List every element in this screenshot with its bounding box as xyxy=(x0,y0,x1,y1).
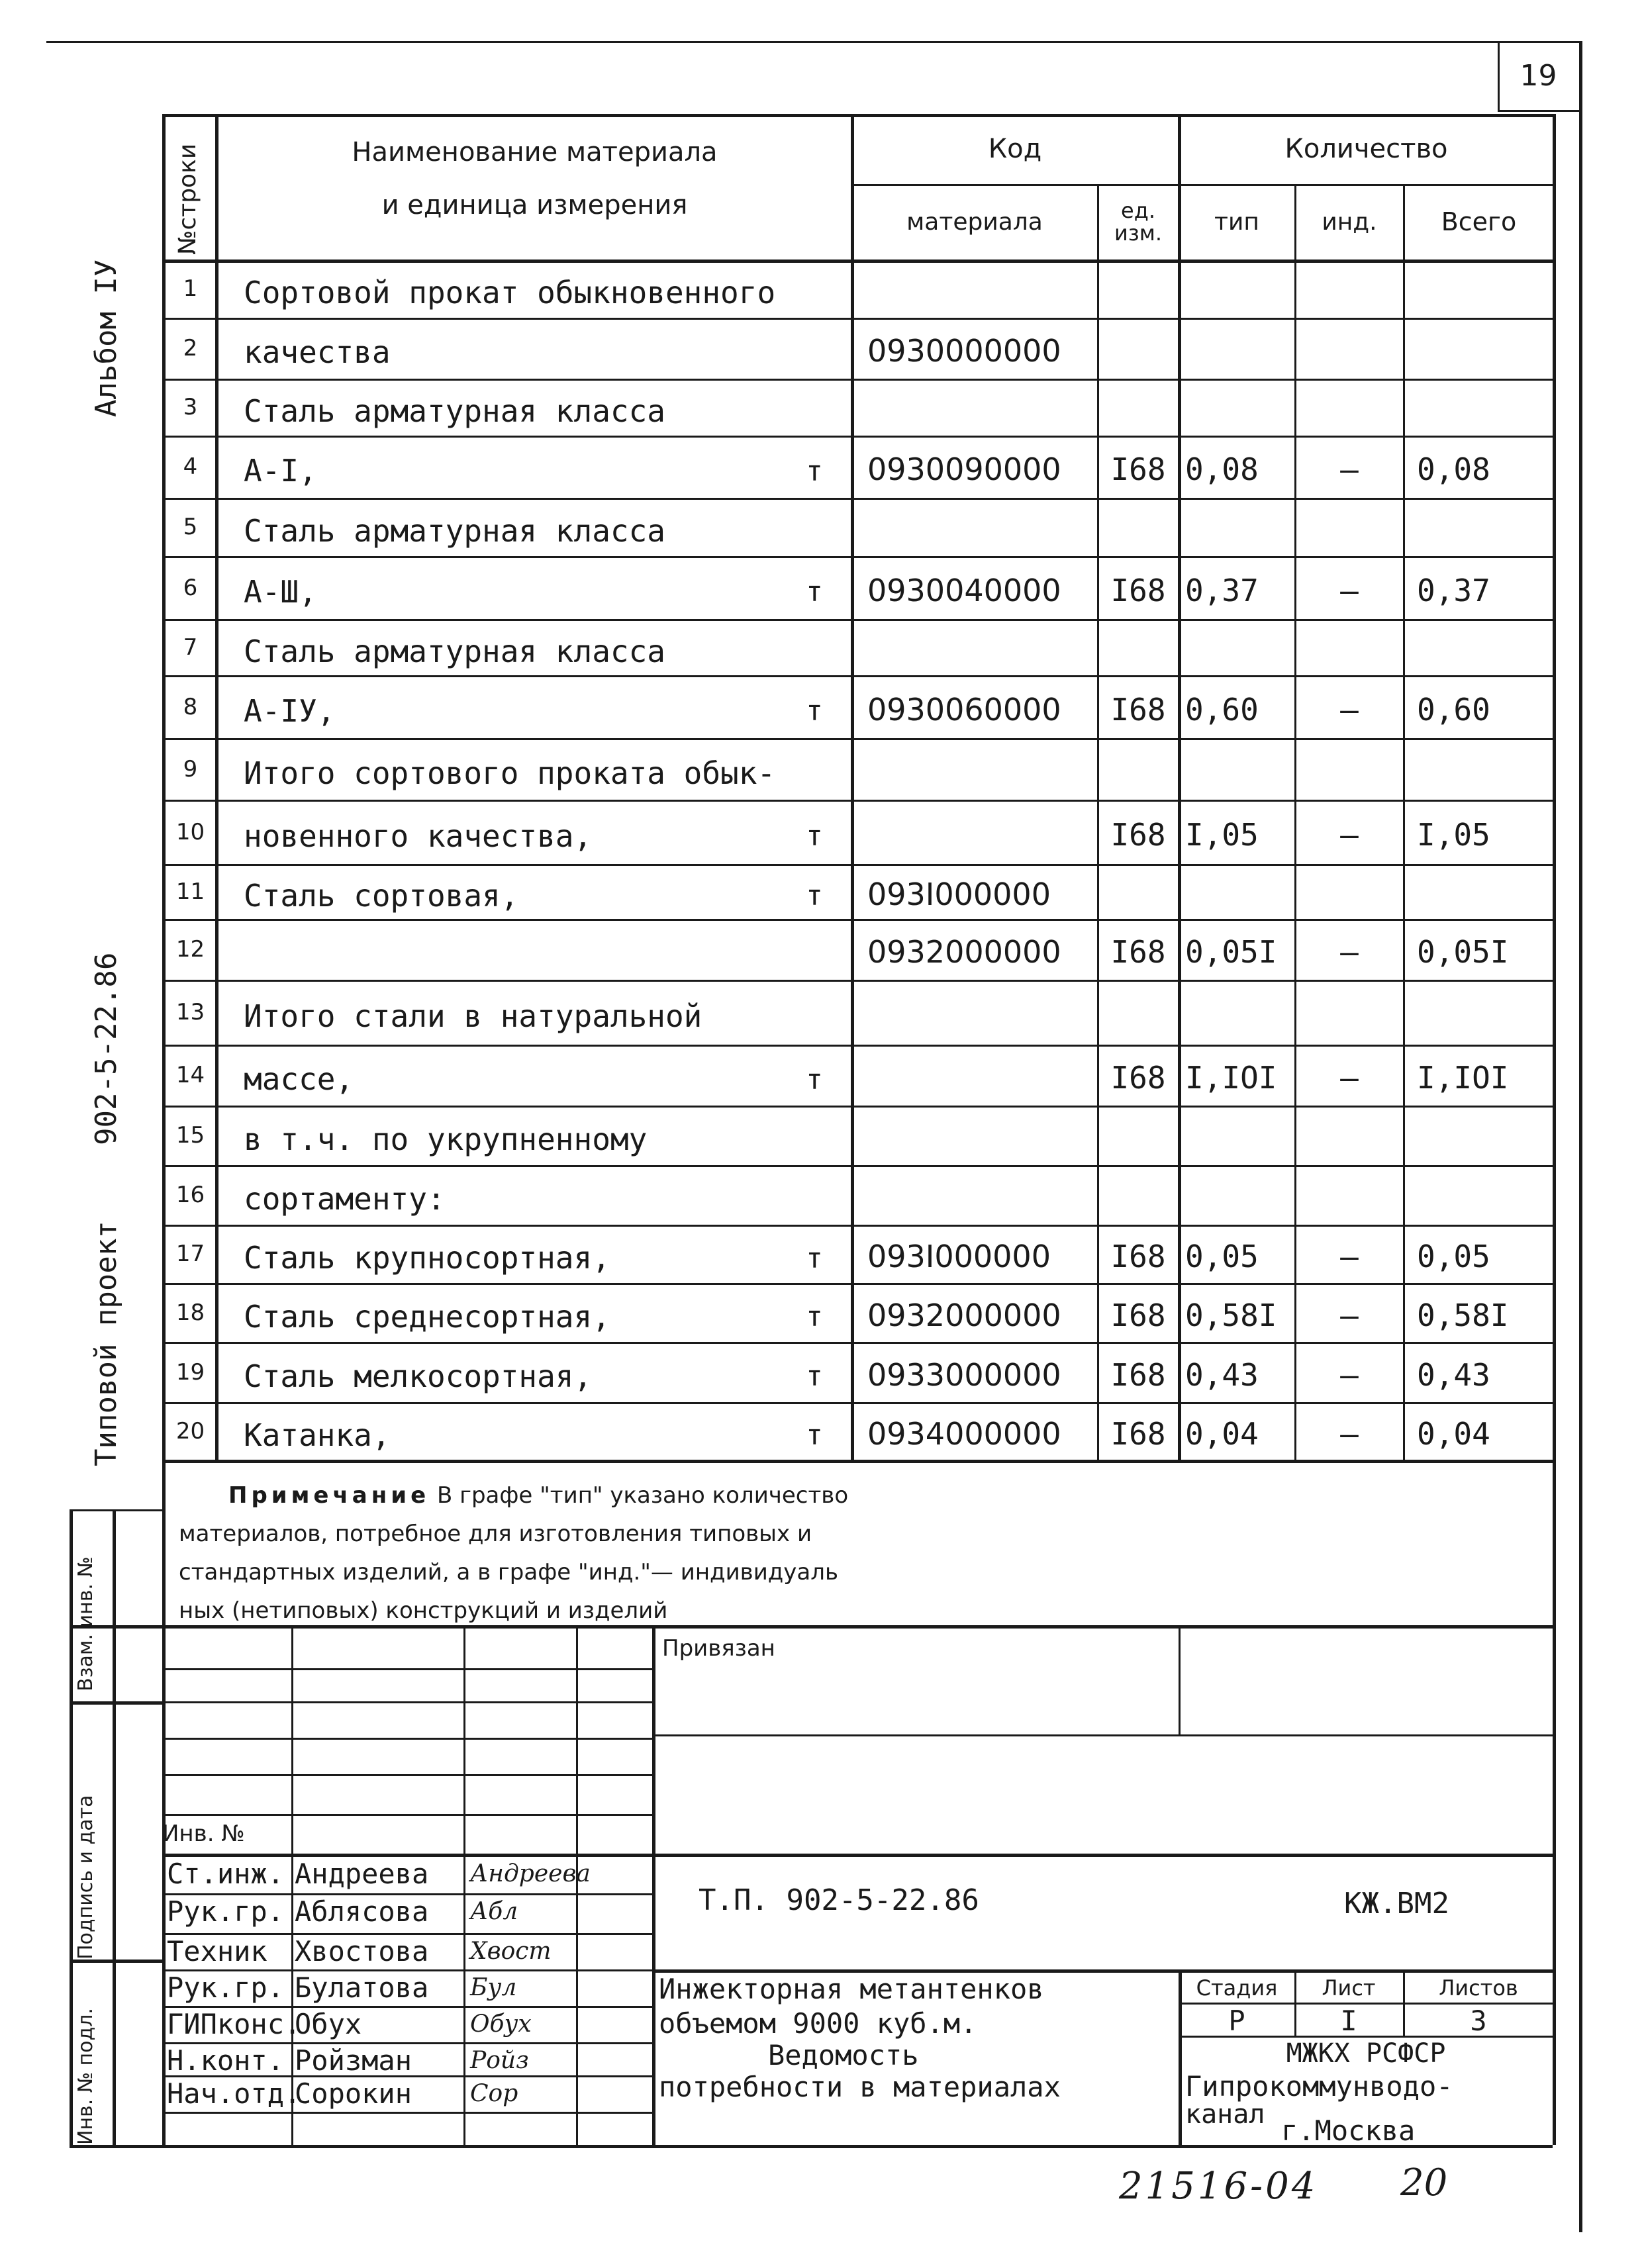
row-unit-code: I68 xyxy=(1110,816,1166,853)
row-qty-type xyxy=(1185,500,1294,559)
role-signature: Обух xyxy=(470,2010,532,2038)
sheet-value: I xyxy=(1340,2004,1357,2037)
role-name: Обух xyxy=(295,2008,362,2040)
row-unit-code: I68 xyxy=(1110,1415,1166,1452)
header-code: Код xyxy=(988,134,1042,164)
stamp-grid-rule xyxy=(162,1774,652,1776)
album-caption: Альбом IУ xyxy=(89,259,123,417)
role-signature: Бул xyxy=(470,1974,517,2001)
row-unit-code xyxy=(1099,622,1177,678)
row-number: 16 xyxy=(175,1182,205,1208)
row-qty-ind xyxy=(1296,867,1402,921)
org-line1: МЖКХ РСФСР xyxy=(1286,2038,1446,2069)
row-qty-type: I,IOI xyxy=(1185,1060,1277,1096)
role-name: Аблясова xyxy=(295,1895,429,1928)
row-number: 10 xyxy=(175,818,205,845)
row-number: 5 xyxy=(183,514,198,540)
side-inv-caption: Инв. № подл. xyxy=(74,2008,97,2145)
row-number: 15 xyxy=(175,1122,205,1149)
row-name: новенного качества, xyxy=(244,818,593,854)
row-number: 18 xyxy=(175,1299,205,1326)
stamp-grid-rule xyxy=(162,1668,652,1670)
row-unit-code xyxy=(1099,1108,1177,1168)
row-unit-code: I68 xyxy=(1110,1060,1166,1096)
row-qty-ind xyxy=(1296,500,1402,559)
header-row-number: №строки xyxy=(174,143,201,255)
role-title: Ст.инж. xyxy=(167,1858,285,1890)
role-signature: Сор xyxy=(470,2080,518,2107)
row-qty-total xyxy=(1417,1108,1553,1168)
row-unit xyxy=(781,502,847,560)
row-qty-ind xyxy=(1296,320,1402,381)
row-qty-type: 0,43 xyxy=(1185,1356,1259,1393)
row-qty-total xyxy=(1417,500,1553,559)
side-vzam-caption: Взам. инв. № xyxy=(74,1556,97,1691)
note-block xyxy=(179,1476,1437,1630)
row-qty-ind xyxy=(1296,982,1402,1047)
row-unit-code xyxy=(1099,262,1177,320)
row-name: А-I, xyxy=(244,453,317,489)
row-qty-type xyxy=(1185,982,1294,1047)
row-qty-total: 0,43 xyxy=(1417,1356,1490,1393)
page-number: 19 xyxy=(1520,58,1557,93)
col-name-divider xyxy=(851,114,854,1460)
stage-value: Р xyxy=(1228,2004,1245,2037)
row-qty-ind: – xyxy=(1340,1060,1359,1096)
row-unit: т xyxy=(806,1419,823,1451)
row-name: Катанка, xyxy=(244,1417,391,1453)
row-unit-code: I68 xyxy=(1110,1356,1166,1393)
table-right-border xyxy=(1553,114,1556,1460)
row-unit xyxy=(781,263,847,322)
row-qty-ind xyxy=(1296,622,1402,678)
footer-handwritten-code: 21516-04 xyxy=(1119,2164,1318,2208)
row-name: Сталь среднесортная, xyxy=(244,1298,610,1335)
row-code: 0932000000 xyxy=(867,1297,1061,1333)
row-unit xyxy=(781,623,847,679)
row-qty-ind: – xyxy=(1340,1415,1359,1452)
row-qty-total: 0,05 xyxy=(1417,1239,1490,1274)
row-name: Сталь арматурная класса xyxy=(244,633,665,669)
row-name: А-Ш, xyxy=(244,573,317,610)
row-code: 0932000000 xyxy=(867,934,1061,970)
header-quantity: Количество xyxy=(1284,134,1448,164)
project-code-caption: 902-5-22.86 xyxy=(89,952,123,1145)
page-number-box-bottom xyxy=(1498,110,1582,112)
row-qty-total xyxy=(1417,982,1553,1047)
row-qty-total xyxy=(1417,622,1553,678)
role-name: Хвостова xyxy=(295,1935,429,1967)
row-qty-type: 0,05I xyxy=(1185,934,1277,970)
side-podpis-caption: Подпись и дата xyxy=(74,1795,97,1960)
row-qty-ind: – xyxy=(1340,572,1359,608)
row-code xyxy=(867,381,1096,438)
row-name: Сталь сортовая, xyxy=(244,877,519,914)
row-unit xyxy=(781,322,847,383)
org-line3: канал xyxy=(1185,2099,1265,2130)
row-qty-type xyxy=(1185,622,1294,678)
note-lead: Примечание xyxy=(228,1482,430,1509)
row-name: Сталь мелкосортная, xyxy=(244,1358,593,1394)
row-code xyxy=(867,1168,1096,1227)
row-qty-ind: – xyxy=(1340,1239,1359,1274)
row-number: 4 xyxy=(183,453,198,480)
col-rowno-divider xyxy=(215,114,218,1460)
row-name xyxy=(244,923,800,984)
row-qty-ind: – xyxy=(1340,816,1359,853)
row-name: массе, xyxy=(244,1061,354,1097)
header-qty-ind: инд. xyxy=(1322,208,1377,236)
org-line2: Гипрокоммунводо- xyxy=(1185,2069,1453,2103)
row-qty-ind: – xyxy=(1340,934,1359,970)
row-unit: т xyxy=(806,1360,823,1392)
row-qty-type xyxy=(1185,381,1294,438)
row-number: 17 xyxy=(175,1241,205,1267)
row-code: 0930090000 xyxy=(867,451,1061,487)
row-number: 12 xyxy=(175,936,205,963)
title-line2: объемом 9000 куб.м. xyxy=(659,2007,977,2040)
row-qty-type xyxy=(1185,262,1294,320)
row-qty-type: 0,60 xyxy=(1185,691,1259,728)
row-qty-total: 0,60 xyxy=(1417,691,1490,728)
role-title: Нач.отд. xyxy=(167,2077,301,2110)
note-line1: В графе "тип" указано количество xyxy=(436,1482,849,1509)
row-qty-type xyxy=(1185,867,1294,921)
title-line4: потребности в материалах xyxy=(659,2070,1061,2103)
row-unit-code xyxy=(1099,867,1177,921)
stamp-doc-top xyxy=(652,1854,1553,1857)
row-name: в т.ч. по укрупненному xyxy=(244,1121,648,1157)
row-code xyxy=(867,622,1096,678)
side-mid-rule-1 xyxy=(70,1701,162,1705)
row-unit xyxy=(781,742,847,804)
row-code xyxy=(867,802,1096,867)
sheet-code: КЖ.ВМ2 xyxy=(1344,1886,1449,1920)
role-signature: Ройз xyxy=(470,2047,529,2074)
row-unit-code: I68 xyxy=(1110,691,1166,728)
right-border xyxy=(1579,41,1582,2232)
row-qty-type xyxy=(1185,320,1294,381)
row-qty-type: 0,08 xyxy=(1185,451,1259,487)
row-code xyxy=(867,982,1096,1047)
row-unit-code: I68 xyxy=(1110,1239,1166,1274)
title-line1: Инжекторная метантенков xyxy=(659,1972,1044,2005)
row-name: Сортовой прокат обыкновенного xyxy=(244,275,776,310)
stage-label: Стадия xyxy=(1196,1975,1278,2001)
row-number: 13 xyxy=(175,999,205,1025)
row-name: Сталь арматурная класса xyxy=(244,513,665,549)
note-left-border xyxy=(162,1460,166,1625)
row-unit xyxy=(781,1169,847,1229)
row-unit-code xyxy=(1099,320,1177,381)
row-code: 0930040000 xyxy=(867,572,1061,608)
row-unit xyxy=(781,1110,847,1169)
side-mid-rule-2 xyxy=(70,1960,162,1963)
stamp-grid-rule xyxy=(162,1701,652,1703)
role-title: Техник xyxy=(167,1935,267,1967)
side-top-rule xyxy=(70,1509,162,1511)
row-code: 0934000000 xyxy=(867,1415,1061,1452)
note-line3: стандартных изделий, а в графе "инд."— индивидуаль xyxy=(179,1559,839,1585)
row-number: 8 xyxy=(183,693,198,720)
col-ind-divider xyxy=(1403,184,1405,1460)
row-code xyxy=(867,262,1096,320)
project-type-caption: Типовой проект xyxy=(89,1221,123,1466)
top-rule xyxy=(46,41,1582,43)
row-unit: т xyxy=(806,694,823,727)
row-unit: т xyxy=(806,575,823,608)
row-unit: т xyxy=(806,1300,823,1333)
role-name: Ройзман xyxy=(295,2044,412,2077)
header-name-line1: Наименование материала xyxy=(352,137,718,167)
role-title: ГИПконс. xyxy=(167,2008,301,2040)
row-qty-total: I,05 xyxy=(1417,816,1490,853)
row-number: 1 xyxy=(183,275,198,302)
header-code-material: материала xyxy=(906,208,1043,236)
row-unit: т xyxy=(806,879,823,912)
sheets-value: 3 xyxy=(1470,2004,1487,2037)
header-qty-type: тип xyxy=(1214,208,1259,236)
row-unit: т xyxy=(806,454,823,487)
row-code: 0933000000 xyxy=(867,1356,1061,1393)
row-name: Сталь крупносортная, xyxy=(244,1240,610,1276)
row-qty-total xyxy=(1417,381,1553,438)
row-number: 14 xyxy=(175,1062,205,1088)
row-name: А-IУ, xyxy=(244,692,336,729)
role-signature: Андреева xyxy=(470,1860,591,1887)
stamp-far-left-border xyxy=(70,1509,73,2148)
row-qty-total: 0,08 xyxy=(1417,451,1490,487)
row-qty-total: 0,37 xyxy=(1417,572,1490,608)
stamp-col-main xyxy=(652,1625,655,2145)
row-name: Итого сортового проката обык- xyxy=(244,755,776,791)
row-unit: т xyxy=(806,1241,823,1274)
row-code xyxy=(867,741,1096,802)
row-unit-code: I68 xyxy=(1110,572,1166,608)
note-line4: ных (нетиповых) конструкций и изделий xyxy=(179,1597,668,1624)
row-unit-code xyxy=(1099,741,1177,802)
row-qty-type: I,05 xyxy=(1185,816,1259,853)
row-unit: т xyxy=(806,1063,823,1096)
row-number: 3 xyxy=(183,394,198,420)
title-line3: Ведомость xyxy=(768,2038,919,2071)
inv-no-label: Инв. № xyxy=(162,1820,245,1847)
sheet-label: Лист xyxy=(1322,1975,1376,2001)
header-name-line2: и единица измерения xyxy=(381,190,688,220)
row-qty-type: 0,37 xyxy=(1185,572,1259,608)
row-name: качества xyxy=(244,334,391,370)
header-code-unit: ед. изм. xyxy=(1114,198,1163,246)
row-qty-type: 0,05 xyxy=(1185,1239,1259,1274)
row-number: 7 xyxy=(183,634,198,661)
row-code: 093I000000 xyxy=(867,876,1051,912)
row-qty-ind xyxy=(1296,1168,1402,1227)
role-signature: Хвост xyxy=(470,1938,552,1965)
note-line2: материалов, потребное для изготовления типовых и xyxy=(179,1521,812,1547)
row-qty-type xyxy=(1185,1168,1294,1227)
role-name: Сорокин xyxy=(295,2077,412,2110)
row-qty-total xyxy=(1417,320,1553,381)
row-number: 6 xyxy=(183,574,198,601)
row-qty-type: 0,58I xyxy=(1185,1297,1277,1333)
row-qty-total xyxy=(1417,741,1553,802)
role-signature: Абл xyxy=(470,1898,518,1925)
row-qty-type: 0,04 xyxy=(1185,1415,1259,1452)
org-city: г.Москва xyxy=(1281,2114,1416,2147)
stamp-bound-divider xyxy=(1179,1625,1181,1734)
row-qty-total xyxy=(1417,262,1553,320)
row-unit-code: I68 xyxy=(1110,1297,1166,1333)
stamp-grid-rule xyxy=(162,1738,652,1740)
row-qty-ind: – xyxy=(1340,451,1359,487)
row-code xyxy=(867,1108,1096,1168)
row-unit xyxy=(781,923,847,984)
row-qty-ind xyxy=(1296,381,1402,438)
row-code: 0930060000 xyxy=(867,691,1061,728)
row-code: 093I000000 xyxy=(867,1239,1051,1274)
stamp-bound-bottom xyxy=(652,1734,1553,1736)
bound-label: Привязан xyxy=(662,1635,775,1662)
row-code xyxy=(867,500,1096,559)
row-qty-ind xyxy=(1296,1108,1402,1168)
row-unit-code xyxy=(1099,1168,1177,1227)
row-unit: т xyxy=(806,820,823,852)
row-code: 0930000000 xyxy=(867,333,1061,369)
row-qty-total: 0,05I xyxy=(1417,934,1509,970)
row-qty-total xyxy=(1417,1168,1553,1227)
role-name: Булатова xyxy=(295,1971,429,2004)
role-title: Рук.гр. xyxy=(167,1971,285,2004)
row-name: Итого стали в натуральной xyxy=(244,998,702,1034)
row-number: 2 xyxy=(183,335,198,361)
row-qty-ind: – xyxy=(1340,1297,1359,1333)
role-name: Андреева xyxy=(295,1858,429,1890)
header-qty-total: Всего xyxy=(1441,207,1517,236)
role-title: Рук.гр. xyxy=(167,1895,285,1928)
row-qty-total: I,IOI xyxy=(1417,1060,1509,1096)
row-qty-ind xyxy=(1296,741,1402,802)
col-code-divider xyxy=(1178,114,1181,1460)
row-qty-type xyxy=(1185,741,1294,802)
row-unit-code xyxy=(1099,381,1177,438)
row-unit-code xyxy=(1099,500,1177,559)
stamp-side-divider xyxy=(113,1509,116,2148)
row-qty-total: 0,58I xyxy=(1417,1297,1509,1333)
row-qty-type xyxy=(1185,1108,1294,1168)
sheets-label: Листов xyxy=(1439,1975,1518,2001)
doc-code: Т.П. 902-5-22.86 xyxy=(699,1883,979,1917)
footer-number: 20 xyxy=(1400,2161,1448,2204)
row-qty-total xyxy=(1417,867,1553,921)
row-unit-code: I68 xyxy=(1110,451,1166,487)
row-number: 20 xyxy=(175,1417,205,1444)
row-qty-total: 0,04 xyxy=(1417,1415,1490,1452)
row-unit xyxy=(781,383,847,440)
row-number: 19 xyxy=(175,1358,205,1386)
row-qty-ind xyxy=(1296,262,1402,320)
stamp-right-border xyxy=(1553,1460,1556,2145)
row-name: сортаменту: xyxy=(244,1181,446,1217)
row-qty-ind: – xyxy=(1340,1356,1359,1393)
row-unit xyxy=(781,984,847,1049)
row-code xyxy=(867,1047,1096,1108)
row-unit-code xyxy=(1099,982,1177,1047)
row-number: 9 xyxy=(183,755,198,782)
role-row-rule xyxy=(162,2112,652,2114)
row-qty-ind: – xyxy=(1340,691,1359,728)
role-title: Н.конт. xyxy=(167,2044,285,2077)
row-name: Сталь арматурная класса xyxy=(244,393,665,429)
row-unit-code: I68 xyxy=(1110,934,1166,970)
row-number: 11 xyxy=(175,878,205,905)
